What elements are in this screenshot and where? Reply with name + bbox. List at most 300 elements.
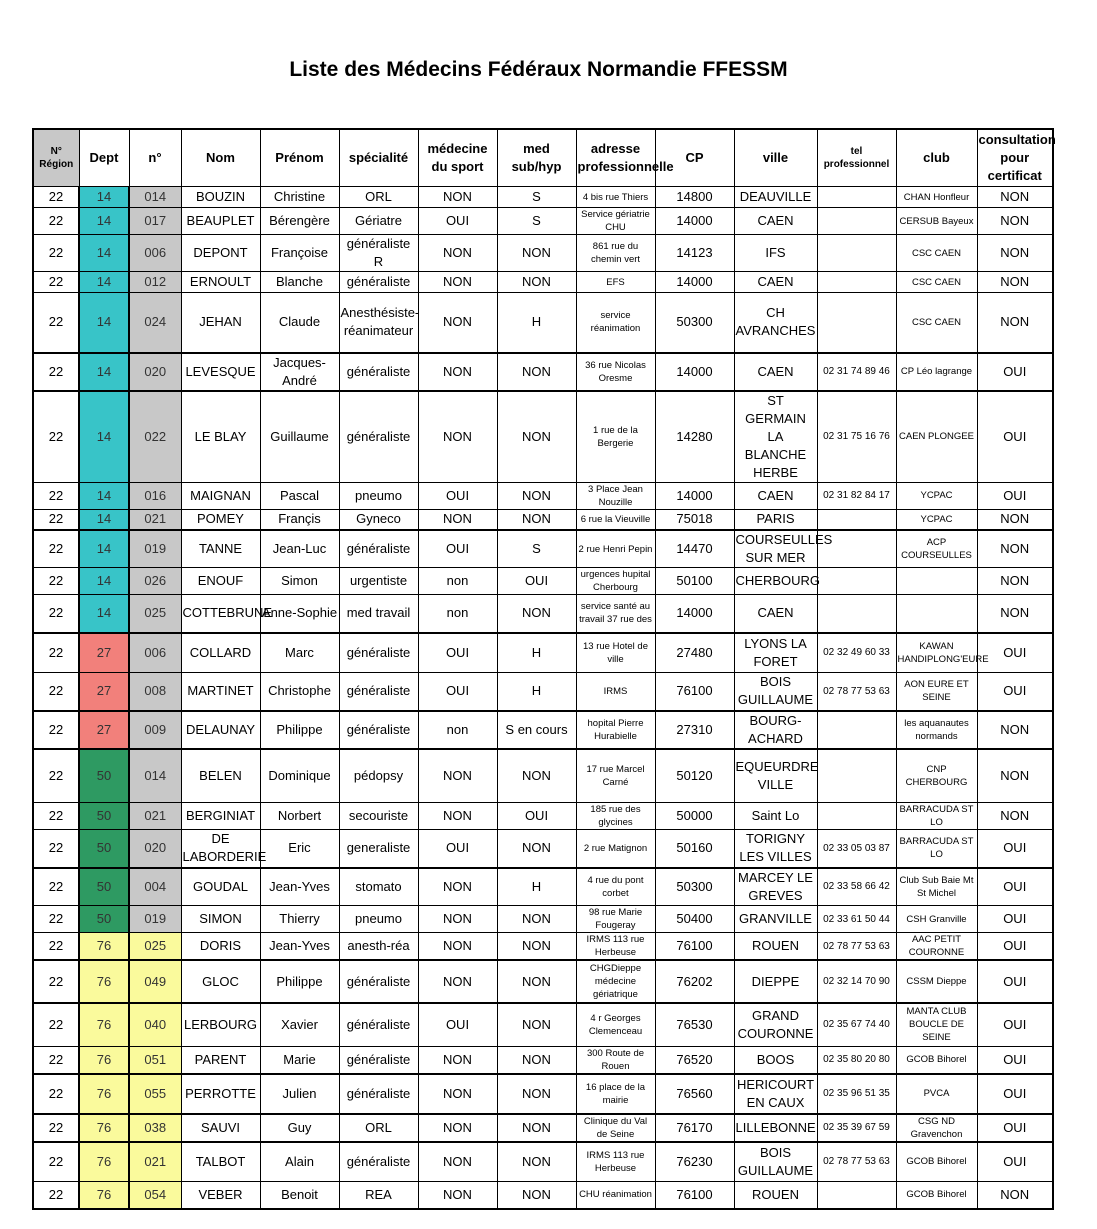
cell-adresse: 16 place de la mairie: [576, 1074, 655, 1114]
cell-ville: IFS: [734, 235, 817, 272]
cell-ville: LYONS LA FORET: [734, 633, 817, 673]
cell-ville: Saint Lo: [734, 803, 817, 830]
cell-nom: ERNOULT: [181, 272, 260, 293]
cell-dept: 76: [79, 1142, 129, 1182]
cell-medecine-sport: NON: [418, 353, 497, 391]
table-row: [33, 960, 1053, 1003]
cell-numero: 019: [129, 530, 181, 568]
cell-region: 22: [33, 509, 79, 530]
cell-specialite: généraliste: [339, 353, 418, 391]
cell-region: 22: [33, 1142, 79, 1182]
col-header-ville: ville: [734, 129, 817, 187]
cell-cp: 50160: [655, 830, 734, 868]
cell-ville: ROUEN: [734, 1182, 817, 1209]
cell-consultation: OUI: [977, 933, 1053, 961]
cell-prenom: Françis: [260, 509, 339, 530]
cell-tel: [817, 803, 896, 830]
cell-ville: CAEN: [734, 482, 817, 509]
cell-ville: CAEN: [734, 595, 817, 633]
cell-consultation: OUI: [977, 960, 1053, 1003]
cell-nom: POMEY: [181, 509, 260, 530]
cell-dept: 50: [79, 803, 129, 830]
cell-medecine-sport: NON: [418, 235, 497, 272]
cell-ville: CAEN: [734, 208, 817, 235]
cell-region: 22: [33, 803, 79, 830]
cell-cp: 76202: [655, 960, 734, 1003]
cell-dept: 50: [79, 830, 129, 868]
cell-dept: 14: [79, 293, 129, 353]
cell-club: CSG ND Gravenchon: [896, 1114, 977, 1142]
cell-cp: 76100: [655, 933, 734, 961]
cell-medecine-sport: NON: [418, 391, 497, 483]
cell-numero: 025: [129, 595, 181, 633]
cell-medecine-sport: NON: [418, 933, 497, 961]
cell-ville: BOIS GUILLAUME: [734, 1142, 817, 1182]
cell-tel: [817, 235, 896, 272]
cell-dept: 14: [79, 208, 129, 235]
cell-medecine-sport: non: [418, 711, 497, 749]
cell-specialite: Gyneco: [339, 509, 418, 530]
cell-cp: 14000: [655, 595, 734, 633]
cell-adresse: 98 rue Marie Fougeray: [576, 906, 655, 933]
cell-consultation: NON: [977, 509, 1053, 530]
cell-adresse: 13 rue Hotel de ville: [576, 633, 655, 673]
cell-dept: 76: [79, 1074, 129, 1114]
table-row: [33, 293, 1053, 353]
cell-adresse: service réanimation: [576, 293, 655, 353]
cell-dept: 76: [79, 1114, 129, 1142]
cell-adresse: IRMS: [576, 673, 655, 711]
cell-med-sub-hyp: NON: [497, 830, 576, 868]
cell-adresse: service santé au travail 37 rue des: [576, 595, 655, 633]
cell-medecine-sport: OUI: [418, 530, 497, 568]
cell-specialite: Gériatre: [339, 208, 418, 235]
cell-adresse: IRMS 113 rue Herbeuse: [576, 933, 655, 961]
cell-adresse: 300 Route de Rouen: [576, 1046, 655, 1074]
col-header-numero: n°: [129, 129, 181, 187]
cell-medecine-sport: NON: [418, 868, 497, 906]
cell-nom: PARENT: [181, 1046, 260, 1074]
cell-region: 22: [33, 293, 79, 353]
cell-nom: GOUDAL: [181, 868, 260, 906]
cell-prenom: Bérengère: [260, 208, 339, 235]
cell-adresse: 6 rue la Vieuville: [576, 509, 655, 530]
cell-dept: 50: [79, 868, 129, 906]
cell-medecine-sport: OUI: [418, 830, 497, 868]
cell-tel: 02 33 61 50 44: [817, 906, 896, 933]
cell-nom: JEHAN: [181, 293, 260, 353]
cell-prenom: Anne-Sophie: [260, 595, 339, 633]
table-row: [33, 1142, 1053, 1182]
cell-adresse: CHU réanimation: [576, 1182, 655, 1209]
table-row: [33, 353, 1053, 391]
cell-dept: 14: [79, 391, 129, 483]
cell-tel: [817, 1182, 896, 1209]
cell-med-sub-hyp: NON: [497, 353, 576, 391]
cell-club: [896, 595, 977, 633]
cell-specialite: généraliste: [339, 673, 418, 711]
cell-club: CSH Granville: [896, 906, 977, 933]
cell-consultation: NON: [977, 803, 1053, 830]
cell-med-sub-hyp: S: [497, 530, 576, 568]
cell-specialite: généraliste: [339, 391, 418, 483]
cell-club: BARRACUDA ST LO: [896, 830, 977, 868]
cell-med-sub-hyp: NON: [497, 1074, 576, 1114]
cell-numero: 025: [129, 933, 181, 961]
cell-ville: CH AVRANCHES: [734, 293, 817, 353]
cell-specialite: secouriste: [339, 803, 418, 830]
cell-specialite: généraliste: [339, 633, 418, 673]
cell-dept: 14: [79, 353, 129, 391]
cell-specialite: généraliste: [339, 1142, 418, 1182]
cell-numero: 055: [129, 1074, 181, 1114]
cell-cp: 76100: [655, 1182, 734, 1209]
col-header-tel: tel professionnel: [817, 129, 896, 187]
cell-region: 22: [33, 272, 79, 293]
cell-region: 22: [33, 482, 79, 509]
cell-specialite: anesth-réa: [339, 933, 418, 961]
cell-club: les aquanautes normands: [896, 711, 977, 749]
cell-prenom: Christine: [260, 187, 339, 208]
cell-region: 22: [33, 568, 79, 595]
cell-ville: BOOS: [734, 1046, 817, 1074]
cell-cp: 50120: [655, 749, 734, 803]
cell-nom: BEAUPLET: [181, 208, 260, 235]
cell-consultation: OUI: [977, 1142, 1053, 1182]
table-row: [33, 595, 1053, 633]
cell-tel: [817, 711, 896, 749]
cell-tel: 02 31 74 89 46: [817, 353, 896, 391]
cell-consultation: OUI: [977, 353, 1053, 391]
cell-consultation: NON: [977, 293, 1053, 353]
cell-region: 22: [33, 830, 79, 868]
cell-specialite: pneumo: [339, 906, 418, 933]
cell-club: YCPAC: [896, 509, 977, 530]
cell-prenom: Marie: [260, 1046, 339, 1074]
cell-cp: 14000: [655, 272, 734, 293]
table-row: [33, 1046, 1053, 1074]
cell-region: 22: [33, 235, 79, 272]
table-row: [33, 509, 1053, 530]
cell-adresse: urgences hupital Cherbourg: [576, 568, 655, 595]
cell-medecine-sport: OUI: [418, 482, 497, 509]
cell-med-sub-hyp: NON: [497, 391, 576, 483]
col-header-medecine-sport: médecine du sport: [418, 129, 497, 187]
cell-medecine-sport: OUI: [418, 1003, 497, 1046]
cell-club: CHAN Honfleur: [896, 187, 977, 208]
cell-prenom: Benoit: [260, 1182, 339, 1209]
cell-numero: 026: [129, 568, 181, 595]
cell-tel: 02 33 05 03 87: [817, 830, 896, 868]
cell-club: PVCA: [896, 1074, 977, 1114]
cell-ville: BOIS GUILLAUME: [734, 673, 817, 711]
cell-region: 22: [33, 906, 79, 933]
table-row: [33, 235, 1053, 272]
cell-region: 22: [33, 595, 79, 633]
table-row: [33, 933, 1053, 961]
cell-region: 22: [33, 1003, 79, 1046]
cell-numero: 019: [129, 906, 181, 933]
cell-consultation: NON: [977, 272, 1053, 293]
cell-medecine-sport: NON: [418, 749, 497, 803]
cell-numero: 040: [129, 1003, 181, 1046]
cell-dept: 14: [79, 235, 129, 272]
cell-prenom: Philippe: [260, 960, 339, 1003]
cell-cp: 50300: [655, 293, 734, 353]
cell-prenom: Jean-Yves: [260, 868, 339, 906]
cell-region: 22: [33, 1074, 79, 1114]
cell-ville: CHERBOURG: [734, 568, 817, 595]
col-header-prenom: Prénom: [260, 129, 339, 187]
cell-cp: 76560: [655, 1074, 734, 1114]
table-row: [33, 568, 1053, 595]
cell-adresse: 861 rue du chemin vert: [576, 235, 655, 272]
cell-consultation: OUI: [977, 482, 1053, 509]
cell-club: Club Sub Baie Mt St Michel: [896, 868, 977, 906]
cell-prenom: Christophe: [260, 673, 339, 711]
cell-ville: ROUEN: [734, 933, 817, 961]
header-row: [33, 129, 1053, 187]
cell-adresse: CHGDieppe médecine gériatrique: [576, 960, 655, 1003]
cell-numero: 054: [129, 1182, 181, 1209]
cell-consultation: OUI: [977, 868, 1053, 906]
cell-region: 22: [33, 353, 79, 391]
cell-medecine-sport: OUI: [418, 208, 497, 235]
cell-ville: MARCEY LE GREVES: [734, 868, 817, 906]
cell-consultation: OUI: [977, 1074, 1053, 1114]
cell-dept: 50: [79, 749, 129, 803]
table-row: [33, 208, 1053, 235]
cell-club: ACP COURSEULLES: [896, 530, 977, 568]
cell-adresse: 2 rue Henri Pepin: [576, 530, 655, 568]
cell-specialite: généraliste: [339, 960, 418, 1003]
cell-consultation: NON: [977, 711, 1053, 749]
cell-club: GCOB Bihorel: [896, 1182, 977, 1209]
cell-club: AON EURE ET SEINE: [896, 673, 977, 711]
cell-numero: 006: [129, 235, 181, 272]
cell-adresse: Clinique du Val de Seine: [576, 1114, 655, 1142]
cell-medecine-sport: NON: [418, 1142, 497, 1182]
cell-consultation: NON: [977, 208, 1053, 235]
cell-cp: 27310: [655, 711, 734, 749]
medecins-table: [32, 128, 1054, 1210]
cell-consultation: NON: [977, 749, 1053, 803]
cell-prenom: Jean-Luc: [260, 530, 339, 568]
cell-consultation: NON: [977, 187, 1053, 208]
table-row: [33, 187, 1053, 208]
cell-adresse: 4 bis rue Thiers: [576, 187, 655, 208]
cell-nom: VEBER: [181, 1182, 260, 1209]
cell-consultation: OUI: [977, 673, 1053, 711]
cell-club: [896, 568, 977, 595]
cell-nom: LE BLAY: [181, 391, 260, 483]
cell-nom: GLOC: [181, 960, 260, 1003]
cell-med-sub-hyp: H: [497, 293, 576, 353]
table-row: [33, 1074, 1053, 1114]
cell-nom: LEVESQUE: [181, 353, 260, 391]
table-row: [33, 482, 1053, 509]
cell-ville: ST GERMAIN LA BLANCHE HERBE: [734, 391, 817, 483]
cell-cp: 14123: [655, 235, 734, 272]
cell-numero: 021: [129, 803, 181, 830]
cell-specialite: généraliste: [339, 1046, 418, 1074]
cell-club: CSSM Dieppe: [896, 960, 977, 1003]
cell-region: 22: [33, 187, 79, 208]
cell-tel: [817, 749, 896, 803]
cell-numero: 022: [129, 391, 181, 483]
col-header-nom: Nom: [181, 129, 260, 187]
cell-club: MANTA CLUB BOUCLE DE SEINE: [896, 1003, 977, 1046]
cell-club: YCPAC: [896, 482, 977, 509]
cell-cp: 14000: [655, 208, 734, 235]
cell-ville: GRAND COURONNE: [734, 1003, 817, 1046]
cell-club: CSC CAEN: [896, 272, 977, 293]
cell-prenom: Blanche: [260, 272, 339, 293]
cell-medecine-sport: OUI: [418, 633, 497, 673]
cell-club: CNP CHERBOURG: [896, 749, 977, 803]
cell-tel: [817, 208, 896, 235]
cell-nom: BELEN: [181, 749, 260, 803]
cell-cp: 76170: [655, 1114, 734, 1142]
col-header-specialite: spécialité: [339, 129, 418, 187]
cell-nom: SIMON: [181, 906, 260, 933]
cell-prenom: Eric: [260, 830, 339, 868]
cell-medecine-sport: NON: [418, 960, 497, 1003]
cell-tel: [817, 187, 896, 208]
cell-region: 22: [33, 1114, 79, 1142]
cell-region: 22: [33, 530, 79, 568]
cell-med-sub-hyp: NON: [497, 1114, 576, 1142]
cell-numero: 009: [129, 711, 181, 749]
cell-nom: COTTEBRUNE: [181, 595, 260, 633]
cell-club: CSC CAEN: [896, 293, 977, 353]
cell-med-sub-hyp: S en cours: [497, 711, 576, 749]
cell-med-sub-hyp: S: [497, 187, 576, 208]
cell-adresse: 185 rue des glycines: [576, 803, 655, 830]
cell-ville: CAEN: [734, 272, 817, 293]
cell-cp: 76100: [655, 673, 734, 711]
cell-med-sub-hyp: NON: [497, 960, 576, 1003]
cell-ville: TORIGNY LES VILLES: [734, 830, 817, 868]
cell-nom: MAIGNAN: [181, 482, 260, 509]
cell-cp: 76530: [655, 1003, 734, 1046]
cell-med-sub-hyp: NON: [497, 1142, 576, 1182]
cell-consultation: NON: [977, 530, 1053, 568]
cell-club: CERSUB Bayeux: [896, 208, 977, 235]
cell-dept: 76: [79, 1046, 129, 1074]
cell-ville: CAEN: [734, 353, 817, 391]
cell-tel: 02 33 58 66 42: [817, 868, 896, 906]
cell-dept: 76: [79, 1003, 129, 1046]
cell-dept: 14: [79, 595, 129, 633]
cell-cp: 50000: [655, 803, 734, 830]
cell-adresse: 3 Place Jean Nouzille: [576, 482, 655, 509]
cell-nom: BERGINIAT: [181, 803, 260, 830]
cell-numero: 038: [129, 1114, 181, 1142]
cell-med-sub-hyp: NON: [497, 906, 576, 933]
cell-specialite: ORL: [339, 187, 418, 208]
cell-tel: [817, 509, 896, 530]
cell-ville: EQUEURDRE VILLE: [734, 749, 817, 803]
cell-ville: COURSEULLES SUR MER: [734, 530, 817, 568]
cell-numero: 016: [129, 482, 181, 509]
cell-med-sub-hyp: H: [497, 868, 576, 906]
cell-dept: 14: [79, 509, 129, 530]
cell-medecine-sport: NON: [418, 272, 497, 293]
cell-consultation: OUI: [977, 830, 1053, 868]
cell-nom: SAUVI: [181, 1114, 260, 1142]
page-title: Liste des Médecins Fédéraux Normandie FFESSM: [289, 58, 788, 81]
cell-tel: 02 31 82 84 17: [817, 482, 896, 509]
cell-specialite: pédopsy: [339, 749, 418, 803]
cell-adresse: 1 rue de la Bergerie: [576, 391, 655, 483]
table-row: [33, 749, 1053, 803]
cell-club: KAWAN HANDIPLONG'EURE: [896, 633, 977, 673]
cell-nom: PERROTTE: [181, 1074, 260, 1114]
table-row: [33, 673, 1053, 711]
cell-prenom: Marc: [260, 633, 339, 673]
cell-adresse: 2 rue Matignon: [576, 830, 655, 868]
cell-numero: 006: [129, 633, 181, 673]
col-header-cp: CP: [655, 129, 734, 187]
cell-specialite: généraliste R: [339, 235, 418, 272]
col-header-consultation: consultation pour certificat: [977, 129, 1053, 187]
cell-med-sub-hyp: NON: [497, 1182, 576, 1209]
cell-dept: 27: [79, 633, 129, 673]
cell-cp: 75018: [655, 509, 734, 530]
table-row: [33, 530, 1053, 568]
cell-specialite: généraliste: [339, 1074, 418, 1114]
cell-specialite: Anesthésiste-réanimateur: [339, 293, 418, 353]
cell-ville: DIEPPE: [734, 960, 817, 1003]
col-header-region: N° Région: [33, 129, 79, 187]
cell-ville: GRANVILLE: [734, 906, 817, 933]
cell-med-sub-hyp: H: [497, 673, 576, 711]
cell-region: 22: [33, 673, 79, 711]
cell-med-sub-hyp: NON: [497, 272, 576, 293]
cell-adresse: EFS: [576, 272, 655, 293]
cell-ville: DEAUVILLE: [734, 187, 817, 208]
cell-med-sub-hyp: OUI: [497, 568, 576, 595]
cell-adresse: IRMS 113 rue Herbeuse: [576, 1142, 655, 1182]
cell-prenom: Thierry: [260, 906, 339, 933]
cell-cp: 14470: [655, 530, 734, 568]
cell-med-sub-hyp: NON: [497, 595, 576, 633]
cell-specialite: urgentiste: [339, 568, 418, 595]
cell-club: CAEN PLONGEE: [896, 391, 977, 483]
cell-adresse: 17 rue Marcel Carné: [576, 749, 655, 803]
table-row: [33, 830, 1053, 868]
cell-cp: 14800: [655, 187, 734, 208]
cell-specialite: pneumo: [339, 482, 418, 509]
cell-nom: DEPONT: [181, 235, 260, 272]
cell-dept: 76: [79, 1182, 129, 1209]
cell-consultation: NON: [977, 568, 1053, 595]
cell-region: 22: [33, 1046, 79, 1074]
cell-medecine-sport: NON: [418, 1046, 497, 1074]
cell-medecine-sport: NON: [418, 906, 497, 933]
cell-numero: 021: [129, 509, 181, 530]
cell-specialite: généraliste: [339, 272, 418, 293]
cell-specialite: généraliste: [339, 1003, 418, 1046]
cell-region: 22: [33, 749, 79, 803]
cell-cp: 14000: [655, 482, 734, 509]
table-row: [33, 1182, 1053, 1209]
cell-club: GCOB Bihorel: [896, 1142, 977, 1182]
cell-tel: 02 35 67 74 40: [817, 1003, 896, 1046]
cell-tel: 02 35 96 51 35: [817, 1074, 896, 1114]
cell-medecine-sport: NON: [418, 509, 497, 530]
